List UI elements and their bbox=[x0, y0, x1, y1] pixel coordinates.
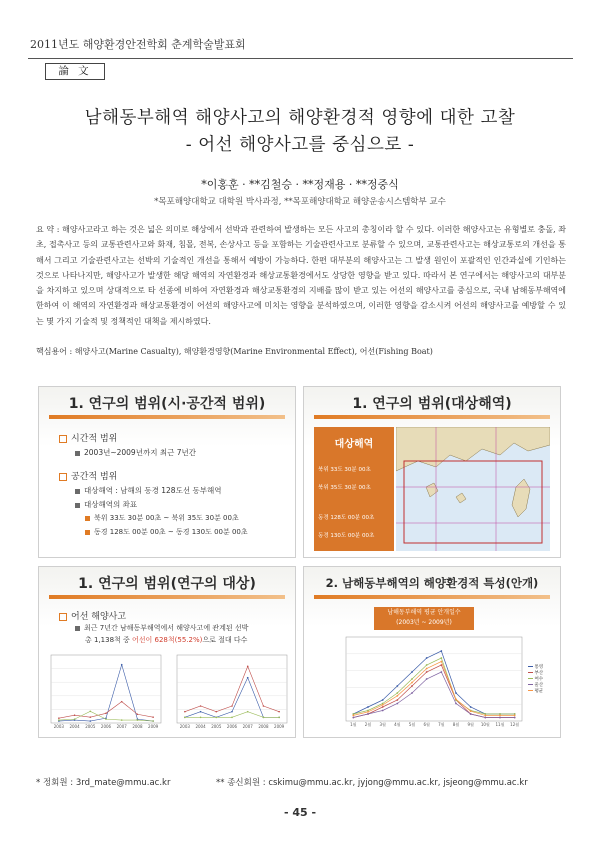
data-point bbox=[396, 692, 398, 694]
lon-label-1: 동경 128도 00분 00초 bbox=[318, 515, 375, 521]
slide-scope-time-space bbox=[38, 386, 296, 558]
data-point bbox=[74, 718, 76, 720]
data-point bbox=[215, 717, 217, 719]
data-point bbox=[426, 657, 428, 659]
target-heading bbox=[59, 609, 126, 622]
data-point bbox=[105, 712, 107, 714]
x-tick-label: 2005 bbox=[85, 724, 96, 729]
x-tick-label: 2007 bbox=[242, 724, 253, 729]
bullet-icon bbox=[59, 435, 67, 443]
data-point bbox=[484, 715, 486, 717]
data-point bbox=[352, 715, 354, 717]
data-point bbox=[278, 717, 280, 719]
target-text-b-prefix: 총 1,138척 중 bbox=[85, 636, 133, 644]
data-point bbox=[411, 671, 413, 673]
data-point bbox=[121, 719, 123, 721]
data-point bbox=[121, 664, 123, 666]
data-point bbox=[411, 682, 413, 684]
space-scope-heading bbox=[59, 469, 117, 482]
data-point bbox=[89, 716, 91, 718]
slide-research-target bbox=[38, 566, 296, 738]
data-point bbox=[455, 703, 457, 705]
x-tick-label: 8월 bbox=[452, 722, 460, 727]
data-point bbox=[137, 719, 139, 721]
data-point bbox=[367, 706, 369, 708]
legend-label: 울산 bbox=[534, 683, 544, 688]
legend-label: 평균 bbox=[534, 689, 544, 694]
header-divider bbox=[28, 58, 573, 59]
bullet-icon bbox=[59, 473, 67, 481]
data-point bbox=[440, 650, 442, 652]
data-point bbox=[231, 711, 233, 713]
fog-chart-legend bbox=[528, 665, 543, 695]
data-point bbox=[440, 671, 442, 673]
legend-label: 여수 bbox=[534, 677, 544, 682]
data-point bbox=[382, 710, 384, 712]
legend-swatch bbox=[528, 678, 533, 679]
x-tick-label: 11월 bbox=[495, 722, 505, 727]
data-point bbox=[58, 719, 60, 721]
data-point bbox=[184, 717, 186, 719]
data-point bbox=[382, 704, 384, 706]
coord-item-1-text: 북위 33도 30분 00초 ~ 북위 35도 30분 00초 bbox=[94, 514, 239, 522]
x-tick-label: 2005 bbox=[211, 724, 222, 729]
x-tick-label: 2004 bbox=[195, 724, 206, 729]
lat-label-2: 북위 35도 30분 00초 bbox=[318, 485, 371, 491]
space-scope-item-1 bbox=[75, 485, 221, 496]
x-tick-label: 2003 bbox=[179, 724, 190, 729]
x-tick-label: 12월 bbox=[510, 722, 520, 727]
bullet-icon bbox=[75, 626, 80, 631]
affiliation: *목포해양대학교 대학원 박사과정, **목포해양대학교 해양운송시스템학부 교수 bbox=[154, 197, 446, 207]
data-point bbox=[396, 685, 398, 687]
data-point bbox=[200, 705, 202, 707]
data-point bbox=[382, 699, 384, 701]
data-point bbox=[89, 711, 91, 713]
x-tick-label: 7월 bbox=[438, 722, 445, 727]
data-point bbox=[200, 717, 202, 719]
x-tick-label: 9월 bbox=[467, 722, 474, 727]
x-tick-label: 10월 bbox=[480, 722, 490, 727]
data-point bbox=[455, 698, 457, 700]
space-scope-item-1-text: 대상해역 : 남해의 동경 128도선 동부해역 bbox=[84, 486, 222, 495]
lat-label-1: 북위 33도 30분 00초 bbox=[318, 467, 371, 473]
legend-swatch bbox=[528, 684, 533, 685]
data-point bbox=[499, 717, 501, 719]
legend-swatch bbox=[528, 672, 533, 673]
bullet-icon bbox=[75, 489, 80, 494]
data-point bbox=[455, 692, 457, 694]
area-panel-title: 대상해역 bbox=[334, 439, 374, 450]
x-tick-label: 6월 bbox=[423, 722, 430, 727]
data-point bbox=[426, 671, 428, 673]
space-scope-heading-text: 공간적 범위 bbox=[71, 472, 118, 482]
data-point bbox=[152, 720, 154, 722]
conference-name: 2011년도 해양환경안전학회 춘계학술발표회 bbox=[30, 38, 246, 51]
x-tick-label: 2003 bbox=[53, 724, 64, 729]
paper-type-label: 論 文 bbox=[45, 63, 105, 80]
data-point bbox=[263, 705, 265, 707]
time-scope-heading bbox=[59, 431, 117, 444]
coord-item-2-text: 동경 128도 00분 00초 ~ 동경 130도 00분 00초 bbox=[94, 528, 248, 536]
slide-title-bar bbox=[49, 415, 285, 419]
x-tick-label: 4월 bbox=[394, 722, 401, 727]
data-point bbox=[440, 664, 442, 666]
x-tick-label: 2006 bbox=[226, 724, 238, 729]
data-point bbox=[105, 718, 107, 720]
data-point bbox=[470, 706, 472, 708]
abstract: 요 약 : 해양사고라고 하는 것은 넓은 의미로 해상에서 선박과 관련하여 발생하는 모든 사고의 총칭이라 할 수 있다. 이러한 해양사고는 유형별로 충돌, 좌초, 접촉사고 등의 교통관련사고와 화재, 침몰, 전복, 손상사고 등을 포함하는 기술관련사고로 분류할 수 있으며, 교통관련사고는 해상교통로의 개선을 통해서 그리고 기술관련사고는 선박의 기술적인 개선을 통해서 예방이 가능하다. 한편 대부분의 해양사고는 그 발생 원인이 포괄적인 인간과실에 기인하는 것으로 나타나지만, 해양사고가 발생한 해당 해역의 자연환경과 해상교통환경에서도 상당한 영향을 받고 있다. 따라서 본 연구에서는 해양사고의 대부분을 차지하고 있으며 상대적으로 타 선종에 비하여 자연환경과 해상교통환경의 지배를 많이 받고 있는 어선의 해양사고를 중심으로, 국내 남해동부해역에 한하여 이 해역의 자연환경과 해상교통환경이 어선의 해양사고에 미치는 영향을 분석하였으며, 이러한 영향을 감소시켜 어선의 해양사고를 예방할 수 있는 몇 가지 기술적 및 정책적인 대책을 제시하였다. bbox=[36, 225, 566, 326]
bullet-icon bbox=[75, 503, 80, 508]
data-point bbox=[484, 717, 486, 719]
data-point bbox=[58, 717, 60, 719]
data-point bbox=[396, 703, 398, 705]
x-tick-label: 2009 bbox=[148, 724, 159, 729]
data-point bbox=[121, 701, 123, 703]
accident-chart-left bbox=[45, 649, 165, 733]
bullet-icon bbox=[75, 451, 80, 456]
footnote-member: * 정회원 : 3rd_mate@mmu.ac.kr bbox=[36, 778, 171, 788]
bullet-icon bbox=[85, 530, 90, 535]
slide-title: 1. 연구의 범위(연구의 대상) bbox=[78, 576, 256, 592]
data-point bbox=[426, 664, 428, 666]
data-point bbox=[411, 692, 413, 694]
slide-target-area bbox=[303, 386, 561, 558]
target-text-a bbox=[75, 623, 248, 633]
area-panel bbox=[314, 427, 394, 551]
data-point bbox=[367, 713, 369, 715]
data-point bbox=[247, 711, 249, 713]
target-text-a-content: 최근 7년간 남해동부해역에서 해양사고에 관계된 선박 bbox=[84, 624, 249, 632]
fog-chart-subtitle: (2003년 ~ 2009년) bbox=[396, 619, 452, 626]
data-point bbox=[411, 685, 413, 687]
fog-chart-title: 남해동부해역 평균 안개일수 bbox=[387, 609, 461, 616]
slide-title-bar bbox=[314, 415, 550, 419]
data-point bbox=[470, 710, 472, 712]
space-scope-item-2 bbox=[75, 499, 137, 510]
x-tick-label: 2008 bbox=[132, 724, 143, 729]
data-point bbox=[440, 661, 442, 663]
data-point bbox=[440, 657, 442, 659]
plot-area bbox=[177, 655, 287, 723]
data-point bbox=[215, 711, 217, 713]
data-point bbox=[278, 711, 280, 713]
x-tick-label: 2월 bbox=[364, 722, 372, 727]
coord-item-2 bbox=[85, 527, 248, 537]
slide-title: 2. 남해동부해역의 해양환경적 특성(안개) bbox=[325, 576, 539, 590]
legend-label: 부산 bbox=[534, 671, 544, 676]
data-point bbox=[74, 714, 76, 716]
nautical-chart-image bbox=[396, 427, 550, 551]
data-point bbox=[499, 715, 501, 717]
data-point bbox=[426, 678, 428, 680]
x-tick-label: 2006 bbox=[100, 724, 112, 729]
data-point bbox=[137, 713, 139, 715]
slide-fog-characteristics bbox=[303, 566, 561, 738]
x-tick-label: 3월 bbox=[379, 722, 386, 727]
data-point bbox=[352, 717, 354, 719]
paper-subtitle: - 어선 해양사고를 중심으로 - bbox=[185, 135, 415, 155]
data-point bbox=[396, 695, 398, 697]
x-tick-label: 1월 bbox=[350, 722, 357, 727]
slide-title-bar bbox=[49, 595, 285, 599]
data-point bbox=[247, 677, 249, 679]
data-point bbox=[514, 717, 516, 719]
time-scope-item-text: 2003년~2009년까지 최근 7년간 bbox=[84, 448, 196, 457]
data-point bbox=[411, 678, 413, 680]
authors: *이홍훈 · **김철승 · **정재용 · **정중식 bbox=[201, 178, 399, 191]
legend-label: 통영 bbox=[534, 665, 544, 670]
data-point bbox=[470, 713, 472, 715]
legend-swatch bbox=[528, 690, 533, 691]
target-text-b-highlight: 어선이 628척(55.2%) bbox=[132, 636, 203, 644]
bullet-icon bbox=[59, 613, 67, 621]
legend-swatch bbox=[528, 666, 533, 667]
paper-title: 남해동부해역 해양사고의 해양환경적 영향에 대한 고찰 bbox=[84, 108, 516, 128]
slide-title: 1. 연구의 범위(시·공간적 범위) bbox=[68, 396, 266, 412]
fog-chart-title-box bbox=[374, 607, 474, 630]
x-tick-label: 2009 bbox=[274, 724, 285, 729]
data-point bbox=[426, 668, 428, 670]
space-scope-item-2-text: 대상해역의 좌표 bbox=[84, 500, 138, 509]
sea-area-map bbox=[396, 427, 550, 551]
target-text-b-suffix: 으로 절대 다수 bbox=[202, 636, 248, 644]
data-point bbox=[367, 711, 369, 713]
data-point bbox=[200, 711, 202, 713]
data-point bbox=[231, 705, 233, 707]
slide-title: 1. 연구의 범위(대상해역) bbox=[352, 396, 512, 412]
x-tick-label: 2004 bbox=[69, 724, 80, 729]
footnote-lifetime-member: ** 종신회원 : cskimu@mmu.ac.kr, jyjong@mmu.ac.kr, jsjeong@mmu.ac.kr bbox=[216, 778, 528, 788]
data-point bbox=[263, 717, 265, 719]
target-text-b bbox=[85, 635, 247, 645]
data-point bbox=[247, 666, 249, 668]
legend-item bbox=[528, 689, 543, 695]
data-point bbox=[382, 706, 384, 708]
data-point bbox=[152, 716, 154, 718]
page-number: - 45 - bbox=[283, 806, 317, 819]
x-tick-label: 2007 bbox=[116, 724, 127, 729]
time-scope-item bbox=[75, 447, 196, 458]
keywords: 핵심용어 : 해양사고(Marine Casualty), 해양환경영향(Marine Environmental Effect), 어선(Fishing Boat) bbox=[36, 347, 433, 356]
data-point bbox=[89, 720, 91, 722]
data-point bbox=[396, 699, 398, 701]
data-point bbox=[514, 715, 516, 717]
lon-label-2: 동경 130도 00분 00초 bbox=[318, 533, 375, 539]
coord-item-1 bbox=[85, 513, 239, 523]
target-heading-text: 어선 해양사고 bbox=[71, 612, 127, 622]
fog-days-chart bbox=[338, 633, 526, 731]
bullet-icon bbox=[85, 516, 90, 521]
x-tick-label: 2008 bbox=[258, 724, 269, 729]
data-point bbox=[184, 711, 186, 713]
time-scope-heading-text: 시간적 범위 bbox=[71, 434, 118, 444]
slide-title-bar bbox=[314, 595, 550, 599]
accident-chart-right bbox=[171, 649, 291, 733]
data-point bbox=[231, 717, 233, 719]
x-tick-label: 5월 bbox=[408, 722, 416, 727]
